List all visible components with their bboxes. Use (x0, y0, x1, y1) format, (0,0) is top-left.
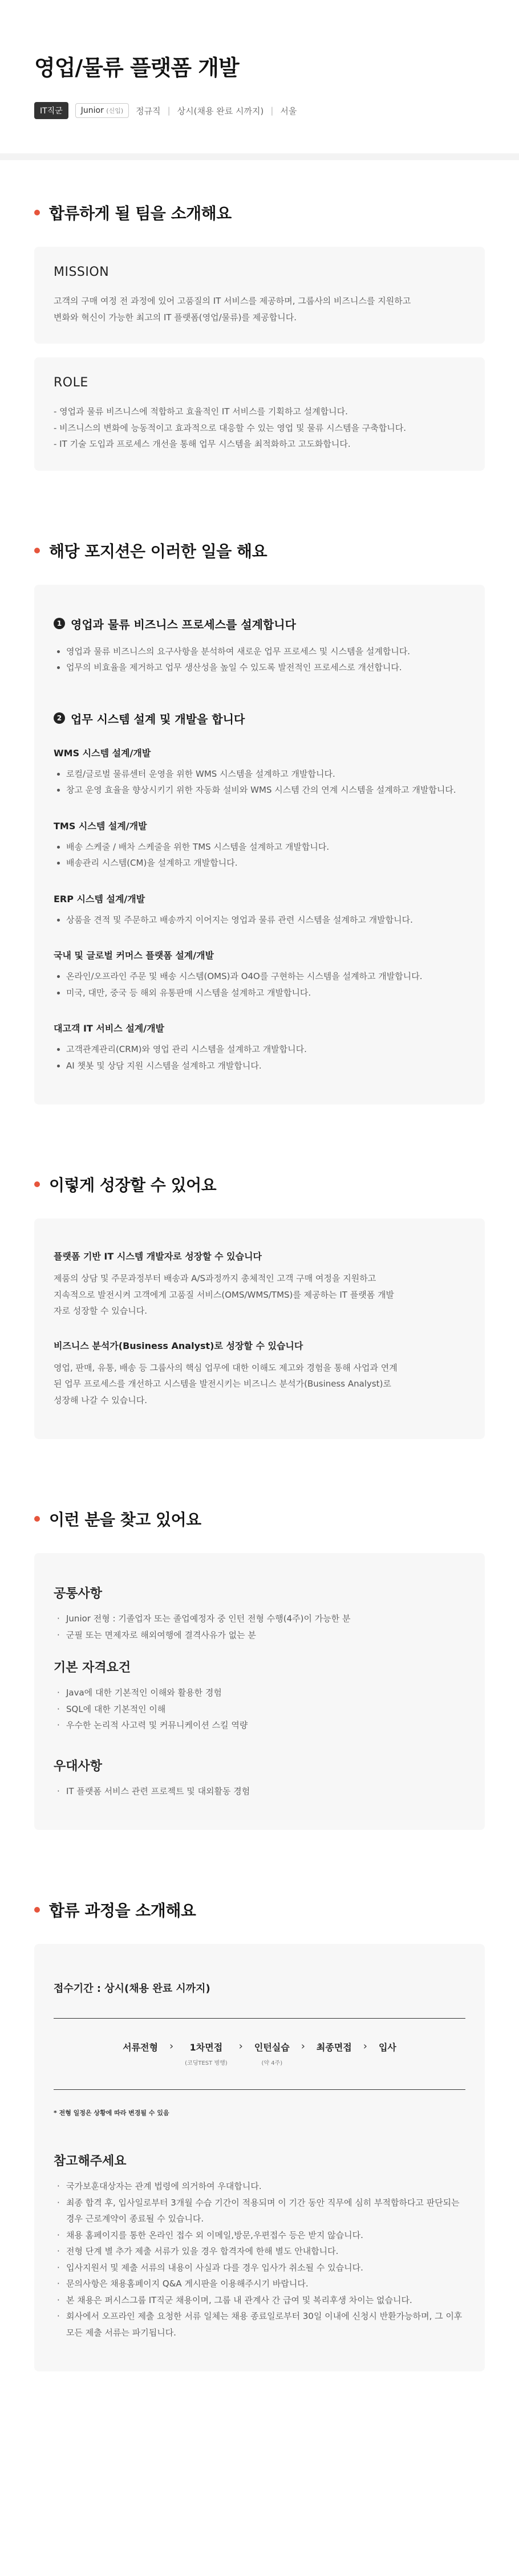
list-item: · Java에 대한 기본적인 이해와 활용한 경험 (54, 1685, 465, 1701)
list-item: 업무의 비효율을 제거하고 업무 생산성을 높일 수 있도록 발전적인 프로세스로 개선합니다. (54, 659, 465, 676)
chevron-right-icon: › (169, 2040, 174, 2052)
position-card (34, 585, 485, 1105)
group-title: 대고객 IT 서비스 설계/개발 (54, 1023, 164, 1034)
group-title: TMS 시스템 설계/개발 (54, 820, 147, 832)
role-line: - 비즈니스의 변화에 능동적이고 효과적으로 대응할 수 있는 영업 및 물류 시스템을 구축합니다. (54, 422, 407, 433)
requirements-section (34, 1473, 485, 1864)
list-item: · SQL에 대한 기본적인 이해 (54, 1701, 465, 1718)
bullet-dot-icon (34, 1516, 40, 1522)
block-title: 영업과 물류 비즈니스 프로세스를 설계합니다 (71, 617, 296, 631)
list-item: 미국, 대만, 중국 등 해외 유통판매 시스템을 설계하고 개발합니다. (54, 985, 465, 1001)
number-2-icon: 2 (54, 712, 65, 724)
list-item: · 국가보훈대상자는 관계 법령에 의거하여 우대합니다. (54, 2178, 465, 2195)
group-title: ERP 시스템 설계/개발 (54, 893, 145, 904)
basic-title: 기본 자격요건 (54, 1661, 131, 1675)
list-item: · 전형 단계 별 추가 제출 서류가 있을 경우 합격자에 한해 별도 안내합니다. (54, 2243, 465, 2260)
job-header (0, 0, 519, 160)
bullet-dot-icon (34, 1181, 40, 1187)
chevron-right-icon: › (238, 2040, 243, 2052)
team-intro-section (34, 160, 485, 505)
growth-item-title: 비즈니스 분석가(Business Analyst)로 성장할 수 있습니다 (54, 1340, 303, 1351)
list-item: · Junior 전형 : 기졸업자 또는 졸업예정자 중 인턴 전형 수행(4주)이 가능한 분 (54, 1611, 465, 1627)
list-item: 배송관리 시스템(CM)을 설계하고 개발합니다. (54, 855, 465, 871)
list-item: 영업과 물류 비즈니스의 요구사항을 분석하여 새로운 업무 프로세스 및 시스템을 설계합니다. (54, 643, 465, 660)
page-title: 영업/물류 플랫폼 개발 (34, 55, 239, 80)
step-document: 서류전형 (123, 2042, 158, 2053)
process-section (34, 1864, 485, 2406)
company-tag: IT직군 (34, 102, 68, 119)
role-title: ROLE (54, 376, 88, 390)
reference-title: 참고해주세요 (54, 2154, 127, 2169)
list-item: · 채용 홈페이지를 통한 온라인 접수 외 이메일,방문,우편접수 등은 받지 않습니다. (54, 2227, 465, 2244)
group-title: WMS 시스템 설계/개발 (54, 747, 151, 759)
group-title: 국내 및 글로벌 커머스 플랫폼 설계/개발 (54, 950, 214, 961)
mission-text: 고객의 구매 여정 전 과정에 있어 고품질의 IT 서비스를 제공하며, 그룹사의 비즈니스를 지원하고 변화와 혁신이 가능한 최고의 IT 플랫폼(영업/물류)를 제공합니다. (54, 296, 411, 323)
block-title: 업무 시스템 설계 및 개발을 합니다 (71, 712, 245, 726)
list-item: AI 챗봇 및 상담 지원 시스템을 설계하고 개발합니다. (54, 1058, 465, 1074)
apply-period: 접수기간 : 상시(채용 완료 시까지) (54, 1980, 465, 2019)
pref-title: 우대사항 (54, 1759, 103, 1774)
role-line: - 영업과 물류 비즈니스에 적합하고 효율적인 IT 서비스를 기획하고 설계합니다. (54, 406, 348, 417)
bullet-dot-icon (34, 548, 40, 553)
growth-item-text: 영업, 판매, 유통, 배송 등 그룹사의 핵심 업무에 대한 이해도 제고와 경험을 통해 사업과 연계 된 업무 프로세스를 개선하고 시스템을 발전시키는 비즈니스 분석가(Business Analyst)로 성장해 나갈 수 있습니다. (54, 1362, 398, 1405)
growth-card (34, 1218, 485, 1439)
list-item: · 회사에서 오프라인 제출 요청한 서류 일체는 채용 종료일로부터 30일 이내에 신청시 반환가능하며, 그 이후 모든 제출 서류는 파기됩니다. (54, 2308, 465, 2341)
step-interview-1: 1차면접 (코딩TEST 병행) (185, 2042, 228, 2066)
growth-section (34, 1139, 485, 1473)
job-meta: IT직군 Junior (신입) 정규직 | 상시(채용 완료 시까지) | 서울 (34, 102, 485, 119)
list-item: · 본 채용은 퍼시스그룹 IT직군 채용이며, 그룹 내 관계사 간 급여 및 복리후생 차이는 없습니다. (54, 2292, 465, 2309)
chevron-right-icon: › (301, 2040, 305, 2052)
bullet-dot-icon (34, 210, 40, 215)
section-title: 이렇게 성장할 수 있어요 (49, 1176, 217, 1195)
section-title: 합류 과정을 소개해요 (49, 1901, 196, 1920)
schedule-note: * 전형 일정은 상황에 따라 변경될 수 있음 (54, 2109, 169, 2117)
role-line: - IT 기술 도입과 프로세스 개선을 통해 업무 시스템을 최적화하고 고도화합니다. (54, 439, 351, 449)
location: 서울 (280, 105, 297, 116)
chevron-right-icon: › (363, 2040, 367, 2052)
level-tag: Junior (신입) (75, 103, 129, 118)
list-item: · 최종 합격 후, 입사일로부터 3개월 수습 기간이 적용되며 이 기간 동안 직무에 심히 부적합하다고 판단되는 경우 근로계약이 종료될 수 있습니다. (54, 2195, 465, 2227)
employment-type: 정규직 (136, 105, 161, 116)
list-item: · 우수한 논리적 사고력 및 커뮤니케이션 스킬 역량 (54, 1717, 465, 1734)
list-item: 온라인/오프라인 주문 및 배송 시스템(OMS)과 O4O를 구현하는 시스템을 설계하고 개발합니다. (54, 968, 465, 985)
process-card (34, 1944, 485, 2371)
section-title: 이런 분을 찾고 있어요 (49, 1510, 201, 1529)
list-item: · 입사지원서 및 제출 서류의 내용이 사실과 다를 경우 입사가 취소될 수 있습니다. (54, 2260, 465, 2276)
process-steps (54, 2019, 465, 2090)
growth-item-text: 제품의 상담 및 주문과정부터 배송과 A/S과정까지 총체적인 고객 구매 여정을 지원하고 지속적으로 발전시켜 고객에게 고품질 서비스(OMS/WMS/TMS)를 제공하는 IT 플랫폼 개발 자로 성장할 수 있습니다. (54, 1273, 394, 1316)
role-card (34, 357, 485, 471)
list-item: · IT 플랫폼 서비스 관련 프로젝트 및 대외활동 경험 (54, 1783, 465, 1800)
list-item: 창고 운영 효율을 향상시키기 위한 자동화 설비와 WMS 시스템 간의 연계 시스템을 설계하고 개발합니다. (54, 782, 465, 798)
number-1-icon: 1 (54, 618, 65, 629)
step-final-interview: 최종면접 (316, 2042, 352, 2053)
mission-title: MISSION (54, 265, 110, 279)
step-join: 입사 (378, 2042, 396, 2053)
list-item: 로컬/글로벌 물류센터 운영을 위한 WMS 시스템을 설계하고 개발합니다. (54, 766, 465, 782)
section-title: 해당 포지션은 이러한 일을 해요 (49, 541, 267, 561)
list-item: 상품을 견적 및 주문하고 배송까지 이어지는 영업과 물류 관련 시스템을 설계하고 개발합니다. (54, 912, 465, 928)
position-section (34, 505, 485, 1139)
bullet-dot-icon (34, 1907, 40, 1913)
list-item: 배송 스케줄 / 배차 스케줄을 위한 TMS 시스템을 설계하고 개발합니다. (54, 839, 465, 855)
mission-card (34, 247, 485, 344)
step-internship: 인턴실습 (약 4주) (254, 2042, 290, 2066)
growth-item-title: 플랫폼 기반 IT 시스템 개발자로 성장할 수 있습니다 (54, 1251, 262, 1262)
requirements-card (34, 1553, 485, 1830)
common-title: 공통사항 (54, 1587, 103, 1601)
section-title: 합류하게 될 팀을 소개해요 (49, 204, 232, 223)
list-item: · 군필 또는 면제자로 해외여행에 결격사유가 없는 분 (54, 1627, 465, 1644)
recruit-period: 상시(채용 완료 시까지) (177, 105, 264, 116)
list-item: 고객관계관리(CRM)와 영업 관리 시스템을 설계하고 개발합니다. (54, 1041, 465, 1058)
list-item: · 문의사항은 채용홈페이지 Q&A 게시판을 이용해주시기 바랍니다. (54, 2276, 465, 2292)
